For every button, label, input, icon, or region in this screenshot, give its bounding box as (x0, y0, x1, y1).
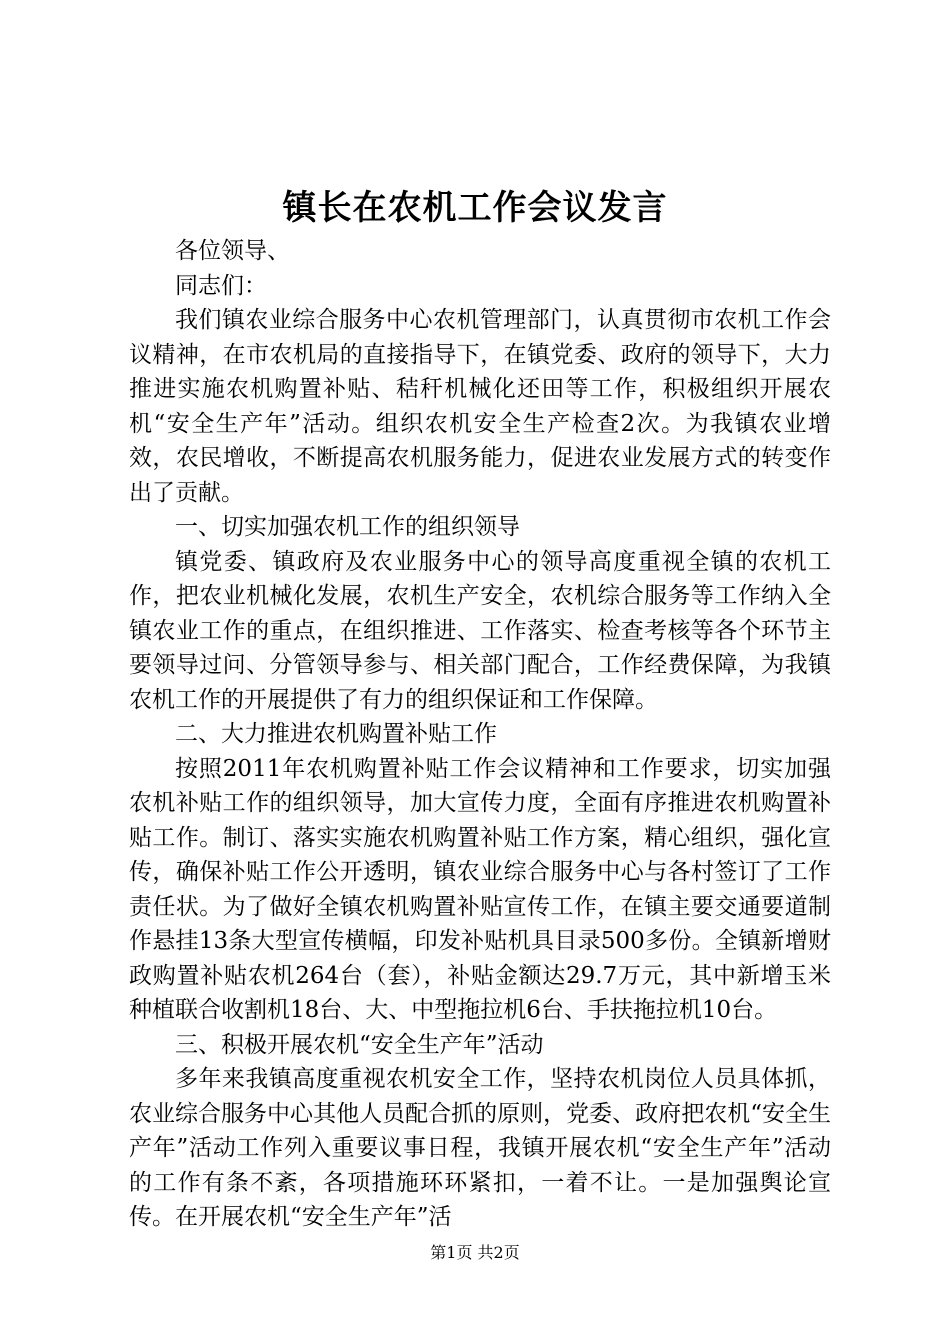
section-heading-3: 三、积极开展农机“安全生产年”活动 (175, 1031, 544, 1058)
section-paragraph-3: 多年来我镇高度重视农机安全工作，坚持农机岗位人员具体抓，农业综合服务中心其他人员配合抓的原则，党委、政府把农机“安全生产年”活动工作列入重要议事日程，我镇开展农机“安全生产年”活动的工作有条不紊，各项措施环环紧扣，一着不让。一是加强舆论宣传。在开展农机“安全生产年”活 (129, 1066, 831, 1230)
document-title: 镇长在农机工作会议发言 (282, 188, 668, 228)
section-heading-1: 一、切实加强农机工作的组织领导 (175, 514, 520, 540)
salutation-leaders: 各位领导、 (175, 238, 290, 264)
document-body (129, 234, 831, 1235)
intro-paragraph: 我们镇农业综合服务中心农机管理部门，认真贯彻市农机工作会议精神，在市农机局的直接指导下，在镇党委、政府的领导下，大力推进实施农机购置补贴、秸秆机械化还田等工作，积极组织开展农机“安全生产年”活动。组织农机安全生产检查2次。为我镇农业增效，农民增收，不断提高农机服务能力，促进农业发展方式的转变作出了贡献。 (129, 307, 831, 506)
section-paragraph-2: 按照2011年农机购置补贴工作会议精神和工作要求，切实加强农机补贴工作的组织领导，加大宣传力度，全面有序推进农机购置补贴工作。制订、落实实施农机购置补贴工作方案，精心组织，强化宣传，确保补贴工作公开透明，镇农业综合服务中心与各村签订了工作责任状。为了做好全镇农机购置补贴宣传工作，在镇主要交通要道制作悬挂13条大型宣传横幅，印发补贴机具目录500多份。全镇新增财政购置补贴农机264台（套），补贴金额达29.7万元，其中新增玉米种植联合收割机18台、大、中型拖拉机6台、手扶拖拉机10台。 (129, 755, 831, 1023)
section-paragraph-1: 镇党委、镇政府及农业服务中心的领导高度重视全镇的农机工作，把农业机械化发展，农机生产安全，农机综合服务等工作纳入全镇农业工作的重点，在组织推进、工作落实、检查考核等各个环节主要领导过问、分管领导参与、相关部门配合，工作经费保障，为我镇农机工作的开展提供了有力的组织保证和工作保障。 (129, 548, 831, 713)
section-heading-2: 二、大力推进农机购置补贴工作 (175, 721, 497, 747)
page-number-footer: 第1页 共2页 (430, 1243, 520, 1262)
salutation-comrades: 同志们： (175, 272, 267, 299)
